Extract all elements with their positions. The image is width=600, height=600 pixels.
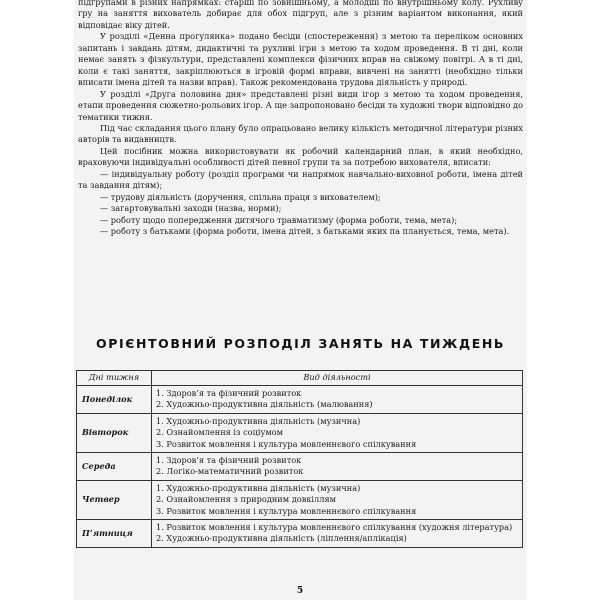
day-cell: Вівторок — [77, 413, 152, 452]
activity-cell — [152, 453, 523, 481]
activity-item: 2. Ознайомлення із соціумом — [156, 427, 283, 438]
paragraph: Цей посібник можна використовувати як робочий календарний план, в який необхідно, враховуючи індивідуальні особливості дітей певної групи та за потребою вихователя, вписати: — [78, 145, 523, 168]
activity-item: 3. Розвиток мовлення і культура мовленнєвого спілкування — [156, 505, 417, 516]
day-cell: Четвер — [77, 480, 152, 519]
activity-item: 2. Логіко-математичний розвиток — [156, 466, 304, 477]
activity-item: 3. Розвиток мовлення і культура мовленнєвого спілкування — [156, 438, 417, 449]
activity-cell — [152, 480, 523, 519]
paragraph: У розділі «Денна прогулянка» подано бесіди (спостереження) з метою та переліком основних запитань і завдань дітям, дидактичні та рухливі ігри з метою та ходом проведення. В ті дні, коли немає занять з фізкультури, представлені комплекси фізичних вправ на свіжому повітрі. А в ті дні, коли є такі заняття, закріплюються в ігровій формі вправи, вивчені на занятті (необхідно тільки вписати імена дітей та назви вправ). Також рекомендована трудова діяльність у природі. — [78, 31, 523, 88]
list-item: — роботу з батьками (форма роботи, імена дітей, з батьками яких па планується, тема, мета). — [100, 226, 510, 237]
activity-cell — [152, 413, 523, 452]
paragraph: підгрупами в різних напрямках: старші по зовнішньому, а молодші по внутрішньому колу. Рухливу гру на заняття вихователь добирає для обох підгруп, але з різним варіантом виконання, який відповідає віку дітей. — [78, 0, 523, 30]
activity-item: 1. Художньо-продуктивна діяльність (музична) — [156, 482, 361, 493]
activity-item: 2. Художньо-продуктивна діяльність (малювання) — [156, 399, 373, 410]
column-header-activity: Вид діяльності — [152, 371, 523, 386]
day-cell: П’ятниця — [77, 520, 152, 548]
day-cell: Понеділок — [77, 386, 152, 414]
column-header-day: Дні тижня — [77, 371, 152, 386]
list-item: — загартовувальні заходи (назва, норми); — [100, 203, 282, 214]
table-row — [77, 386, 523, 414]
activity-item: 2. Ознайомлення з природним довкіллям — [156, 494, 336, 505]
paragraph: Під час складання цього плану було опрацьовано велику кількість методичної літератури різних авторів та видавництв. — [78, 122, 523, 145]
table-header-row — [77, 371, 523, 386]
page-number: 5 — [296, 586, 304, 596]
table-row — [77, 520, 523, 548]
activity-item: 1. Здоров’я та фізичний розвиток — [156, 388, 302, 398]
activity-cell — [152, 520, 523, 548]
list-item: — роботу щодо попередження дитячого травматизму (форма роботи, тема, мета); — [100, 214, 458, 225]
activity-item: 1. Розвиток мовлення і культура мовленнєвого спілкування (художня література) — [156, 522, 513, 533]
activity-cell — [152, 386, 523, 414]
list-item: — індивідуальну роботу (розділ програми чи напрямок навчально-виховної роботи, імена дітей та завдання дітям); — [78, 168, 523, 191]
body-text — [78, 0, 523, 238]
activity-item: 1. Художньо-продуктивна діяльність (музична) — [156, 415, 361, 426]
table-row — [77, 480, 523, 519]
table-row — [77, 453, 523, 481]
activity-item: 1. Здоров’я та фізичний розвиток — [156, 455, 302, 466]
list-item: — трудову діяльність (доручення, спільна праця з вихователем); — [100, 191, 381, 202]
paragraph: У розділі «Друга половина дня» представлені різні види ігор з метою та ходом проведення, етапи проведення сюжетно-рольових ігор. А ще запропоновано бесіди та художні твори відповідно до тематики тижня. — [78, 88, 523, 122]
weekly-schedule-table — [76, 370, 523, 548]
section-heading: ОРІЄНТОВНИЙ РОЗПОДІЛ ЗАНЯТЬ НА ТИЖДЕНЬ — [95, 336, 506, 351]
activity-item: 2. Художньо-продуктивна діяльність (ліплення/аплікація) — [156, 533, 407, 544]
day-cell: Середа — [77, 453, 152, 481]
table-row — [77, 413, 523, 452]
